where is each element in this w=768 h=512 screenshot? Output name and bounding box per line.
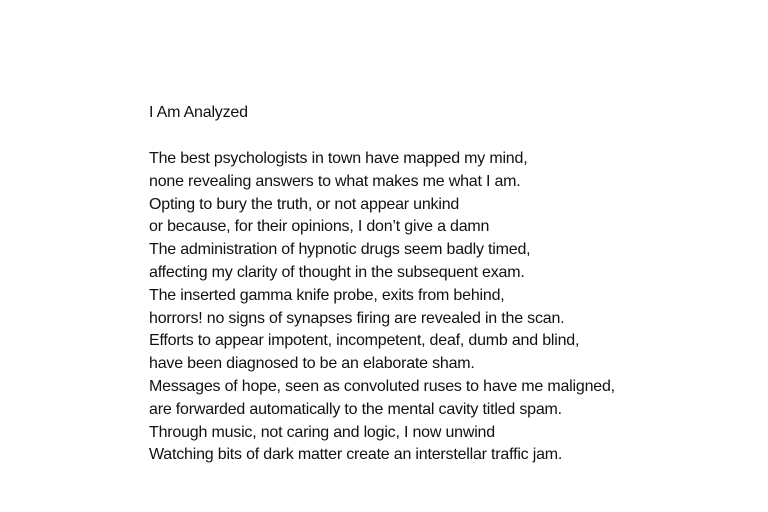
- poem-body: [149, 148, 749, 467]
- poem-line-12: are forwarded automatically to the mental cavity titled spam.: [149, 400, 562, 418]
- poem-line-5: The administration of hypnotic drugs seem badly timed,: [149, 241, 531, 259]
- poem-line-14: Watching bits of dark matter create an interstellar traffic jam.: [149, 446, 563, 464]
- poem: [149, 102, 749, 467]
- poem-title: I Am Analyzed: [149, 104, 248, 121]
- poem-line-4: or because, for their opinions, I don’t give a damn: [149, 218, 490, 236]
- poem-line-10: have been diagnosed to be an elaborate sham.: [149, 355, 475, 373]
- poem-line-1: The best psychologists in town have mapped my mind,: [149, 150, 528, 167]
- poem-line-2: none revealing answers to what makes me what I am.: [149, 172, 521, 190]
- poem-line-3: Opting to bury the truth, or not appear unkind: [149, 195, 460, 213]
- poem-line-9: Efforts to appear impotent, incompetent, deaf, dumb and blind,: [149, 332, 580, 350]
- poem-line-7: The inserted gamma knife probe, exits from behind,: [149, 286, 505, 304]
- poem-line-6: affecting my clarity of thought in the subsequent exam.: [149, 263, 525, 281]
- poem-line-13: Through music, not caring and logic, I now unwind: [149, 423, 495, 441]
- poem-line-8: horrors! no signs of synapses firing are revealed in the scan.: [149, 309, 565, 327]
- poem-line-11: Messages of hope, seen as convoluted ruses to have me maligned,: [149, 377, 615, 395]
